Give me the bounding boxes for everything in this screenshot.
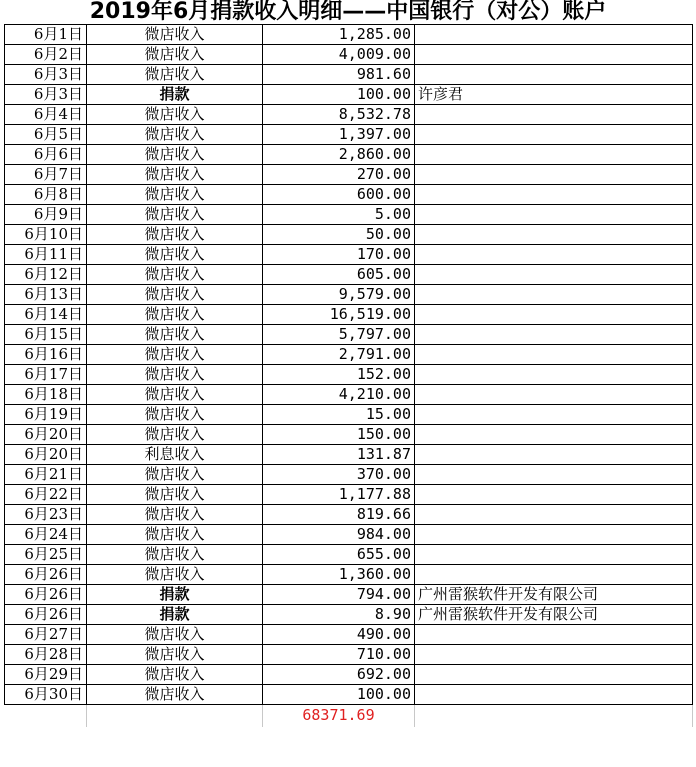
date-cell[interactable]: 6月19日 [5,405,87,425]
amount-cell[interactable]: 984.00 [263,525,415,545]
empty-cell[interactable] [5,705,87,727]
type-cell[interactable]: 微店收入 [87,405,263,425]
empty-cell[interactable] [87,705,263,727]
type-cell[interactable]: 微店收入 [87,345,263,365]
donation-table [4,24,693,727]
amount-cell[interactable]: 370.00 [263,465,415,485]
date-cell[interactable]: 6月28日 [5,645,87,665]
table-row [5,385,693,405]
note-cell[interactable] [415,465,693,485]
table-row [5,85,693,105]
type-cell[interactable]: 微店收入 [87,205,263,225]
amount-cell[interactable]: 170.00 [263,245,415,265]
date-cell[interactable]: 6月26日 [5,585,87,605]
table-row [5,265,693,285]
amount-cell[interactable]: 4,009.00 [263,45,415,65]
note-cell[interactable] [415,285,693,305]
type-cell[interactable]: 微店收入 [87,25,263,45]
date-cell[interactable]: 6月9日 [5,205,87,225]
note-cell[interactable] [415,265,693,285]
table-row [5,125,693,145]
note-cell[interactable]: 许彦君 [415,85,693,105]
total-row [5,705,693,727]
amount-cell[interactable]: 1,285.00 [263,25,415,45]
type-cell[interactable]: 微店收入 [87,665,263,685]
note-cell[interactable] [415,425,693,445]
date-cell[interactable]: 6月10日 [5,225,87,245]
date-cell[interactable]: 6月25日 [5,545,87,565]
type-cell[interactable]: 微店收入 [87,225,263,245]
date-cell[interactable]: 6月6日 [5,145,87,165]
table-row [5,45,693,65]
note-cell[interactable] [415,445,693,465]
amount-cell[interactable]: 4,210.00 [263,385,415,405]
table-row [5,585,693,605]
note-cell[interactable] [415,685,693,705]
type-cell[interactable]: 微店收入 [87,505,263,525]
table-row [5,525,693,545]
table-row [5,345,693,365]
note-cell[interactable] [415,385,693,405]
table-row [5,365,693,385]
type-cell[interactable]: 微店收入 [87,45,263,65]
note-cell[interactable] [415,345,693,365]
date-cell[interactable]: 6月2日 [5,45,87,65]
date-cell[interactable]: 6月4日 [5,105,87,125]
type-cell[interactable]: 微店收入 [87,305,263,325]
type-cell[interactable]: 微店收入 [87,565,263,585]
type-cell[interactable]: 微店收入 [87,165,263,185]
amount-cell[interactable]: 794.00 [263,585,415,605]
table-row [5,325,693,345]
note-cell[interactable] [415,325,693,345]
table-row [5,185,693,205]
table-row [5,405,693,425]
type-cell[interactable]: 捐款 [87,585,263,605]
amount-cell[interactable]: 131.87 [263,445,415,465]
table-row [5,205,693,225]
note-cell[interactable] [415,185,693,205]
note-cell[interactable] [415,665,693,685]
amount-cell[interactable]: 655.00 [263,545,415,565]
amount-cell[interactable]: 2,791.00 [263,345,415,365]
date-cell[interactable]: 6月23日 [5,505,87,525]
amount-cell[interactable]: 9,579.00 [263,285,415,305]
type-cell[interactable]: 微店收入 [87,265,263,285]
date-cell[interactable]: 6月15日 [5,325,87,345]
note-cell[interactable] [415,545,693,565]
date-cell[interactable]: 6月8日 [5,185,87,205]
date-cell[interactable]: 6月1日 [5,25,87,45]
date-cell[interactable]: 6月17日 [5,365,87,385]
date-cell[interactable]: 6月14日 [5,305,87,325]
amount-cell[interactable]: 819.66 [263,505,415,525]
note-cell[interactable] [415,225,693,245]
table-row [5,605,693,625]
table-row [5,105,693,125]
note-cell[interactable]: 广州雷猴软件开发有限公司 [415,605,693,625]
type-cell[interactable]: 微店收入 [87,325,263,345]
amount-cell[interactable]: 100.00 [263,685,415,705]
type-cell[interactable]: 微店收入 [87,365,263,385]
amount-cell[interactable]: 270.00 [263,165,415,185]
note-cell[interactable] [415,565,693,585]
table-row [5,625,693,645]
type-cell[interactable]: 捐款 [87,85,263,105]
amount-cell[interactable]: 2,860.00 [263,145,415,165]
sheet-title[interactable]: 2019年6月捐款收入明细——中国银行（对公）账户 [89,0,607,24]
amount-cell[interactable]: 8,532.78 [263,105,415,125]
type-cell[interactable]: 微店收入 [87,145,263,165]
note-cell[interactable] [415,405,693,425]
amount-cell[interactable]: 152.00 [263,365,415,385]
amount-cell[interactable]: 5.00 [263,205,415,225]
type-cell[interactable]: 微店收入 [87,385,263,405]
table-row [5,145,693,165]
note-cell[interactable] [415,45,693,65]
date-cell[interactable]: 6月7日 [5,165,87,185]
amount-cell[interactable]: 16,519.00 [263,305,415,325]
type-cell[interactable]: 微店收入 [87,285,263,305]
table-row [5,245,693,265]
table-row [5,425,693,445]
type-cell[interactable]: 微店收入 [87,185,263,205]
amount-cell[interactable]: 15.00 [263,405,415,425]
type-cell[interactable]: 微店收入 [87,525,263,545]
table-body [5,25,693,727]
table-row [5,505,693,525]
type-cell[interactable]: 微店收入 [87,425,263,445]
amount-cell[interactable]: 100.00 [263,85,415,105]
table-row [5,645,693,665]
date-cell[interactable]: 6月26日 [5,605,87,625]
note-cell[interactable] [415,205,693,225]
date-cell[interactable]: 6月29日 [5,665,87,685]
note-cell[interactable] [415,525,693,545]
table-row [5,445,693,465]
table-row [5,285,693,305]
date-cell[interactable]: 6月13日 [5,285,87,305]
table-row [5,305,693,325]
note-cell[interactable] [415,65,693,85]
note-cell[interactable]: 广州雷猴软件开发有限公司 [415,585,693,605]
type-cell[interactable]: 捐款 [87,605,263,625]
note-cell[interactable] [415,25,693,45]
date-cell[interactable]: 6月24日 [5,525,87,545]
note-cell[interactable] [415,625,693,645]
note-cell[interactable] [415,165,693,185]
date-cell[interactable]: 6月5日 [5,125,87,145]
table-row [5,465,693,485]
amount-cell[interactable]: 50.00 [263,225,415,245]
type-cell[interactable]: 微店收入 [87,645,263,665]
table-row [5,565,693,585]
type-cell[interactable]: 微店收入 [87,105,263,125]
amount-cell[interactable]: 8.90 [263,605,415,625]
amount-cell[interactable]: 600.00 [263,185,415,205]
date-cell[interactable]: 6月18日 [5,385,87,405]
amount-cell[interactable]: 692.00 [263,665,415,685]
type-cell[interactable]: 微店收入 [87,545,263,565]
type-cell[interactable]: 微店收入 [87,125,263,145]
amount-cell[interactable]: 5,797.00 [263,325,415,345]
amount-cell[interactable]: 150.00 [263,425,415,445]
table-row [5,165,693,185]
table-row [5,65,693,85]
table-row [5,665,693,685]
table-row [5,25,693,45]
note-cell[interactable] [415,485,693,505]
amount-cell[interactable]: 981.60 [263,65,415,85]
type-cell[interactable]: 微店收入 [87,65,263,85]
note-cell[interactable] [415,645,693,665]
type-cell[interactable]: 微店收入 [87,685,263,705]
date-cell[interactable]: 6月12日 [5,265,87,285]
table-row [5,545,693,565]
amount-cell[interactable]: 490.00 [263,625,415,645]
total-amount-cell[interactable]: 68371.69 [263,705,415,727]
date-cell[interactable]: 6月20日 [5,425,87,445]
note-cell[interactable] [415,305,693,325]
date-cell[interactable]: 6月30日 [5,685,87,705]
date-cell[interactable]: 6月27日 [5,625,87,645]
amount-cell[interactable]: 710.00 [263,645,415,665]
date-cell[interactable]: 6月11日 [5,245,87,265]
note-cell[interactable] [415,105,693,125]
amount-cell[interactable]: 1,177.88 [263,485,415,505]
type-cell[interactable]: 利息收入 [87,445,263,465]
note-cell[interactable] [415,365,693,385]
type-cell[interactable]: 微店收入 [87,625,263,645]
amount-cell[interactable]: 1,397.00 [263,125,415,145]
note-cell[interactable] [415,145,693,165]
table-row [5,485,693,505]
empty-cell[interactable] [415,705,693,727]
date-cell[interactable]: 6月22日 [5,485,87,505]
date-cell[interactable]: 6月16日 [5,345,87,365]
date-cell[interactable]: 6月26日 [5,565,87,585]
amount-cell[interactable]: 1,360.00 [263,565,415,585]
date-cell[interactable]: 6月3日 [5,85,87,105]
table-row [5,225,693,245]
note-cell[interactable] [415,505,693,525]
note-cell[interactable] [415,125,693,145]
date-cell[interactable]: 6月3日 [5,65,87,85]
date-cell[interactable]: 6月21日 [5,465,87,485]
date-cell[interactable]: 6月20日 [5,445,87,465]
note-cell[interactable] [415,245,693,265]
table-row [5,685,693,705]
type-cell[interactable]: 微店收入 [87,465,263,485]
type-cell[interactable]: 微店收入 [87,485,263,505]
amount-cell[interactable]: 605.00 [263,265,415,285]
type-cell[interactable]: 微店收入 [87,245,263,265]
